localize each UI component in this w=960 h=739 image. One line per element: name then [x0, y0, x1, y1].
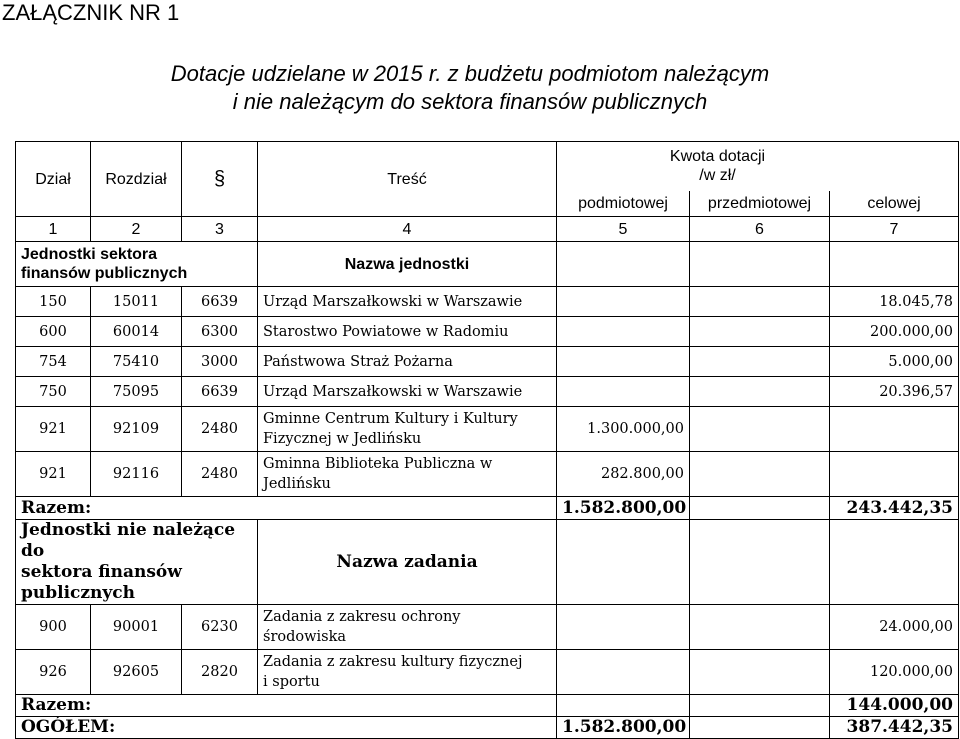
col-head-celowej: celowej: [830, 191, 959, 217]
col-number-3: 3: [182, 217, 258, 242]
section1-label-line2: finansów publicznych: [21, 265, 188, 282]
cell-name-line1: Zadania z zakresu kultury fizycznej: [263, 654, 523, 670]
cell-name-line2: i sportu: [263, 674, 320, 690]
cell-przedmiotowej: [690, 317, 830, 347]
cell-podmiotowej: 1.300.000,00: [557, 407, 690, 452]
cell-rozdzial: 92605: [91, 650, 182, 695]
table-row: [16, 407, 959, 452]
cell-name: [258, 650, 557, 695]
section2-label-line1: Jednostki nie należące do: [21, 520, 236, 561]
col-head-kwota-line2: /w zł/: [699, 167, 736, 185]
cell-dzial: 600: [16, 317, 91, 347]
column-numbers-row: [16, 217, 959, 242]
cell-dzial: 921: [16, 452, 91, 497]
cell-celowej: 24.000,00: [830, 605, 959, 650]
cell-paragraph: 2820: [182, 650, 258, 695]
cell-podmiotowej: [557, 347, 690, 377]
section2-name-header: Nazwa zadania: [258, 520, 557, 605]
cell-name-line1: Urząd Marszałkowski w Warszawie: [263, 293, 523, 310]
col-head-kwota: [557, 142, 959, 191]
cell-podmiotowej: [557, 317, 690, 347]
col-head-podmiotowej: podmiotowej: [557, 191, 690, 217]
cell-przedmiotowej: [690, 287, 830, 317]
cell-name: [258, 407, 557, 452]
cell-name: [258, 377, 557, 407]
cell-rozdzial: 92116: [91, 452, 182, 497]
document-title-line2: [0, 88, 960, 116]
cell-name-line1: Urząd Marszałkowski w Warszawie: [263, 383, 523, 400]
annex-label: ZAŁĄCZNIK NR 1: [2, 0, 180, 25]
col-number-4: 4: [258, 217, 557, 242]
section2-label: [16, 520, 258, 605]
header-row-top: [16, 142, 959, 191]
cell-rozdzial: 92109: [91, 407, 182, 452]
cell-name: [258, 347, 557, 377]
col-head-tresc: Treść: [258, 142, 557, 217]
grand-total-row: [16, 717, 959, 739]
cell-celowej: 18.045,78: [830, 287, 959, 317]
cell-name-line2: środowiska: [263, 629, 347, 645]
table-row: [16, 317, 959, 347]
cell-name: [258, 605, 557, 650]
section2-label-line3: publicznych: [21, 583, 136, 603]
cell-rozdzial: 60014: [91, 317, 182, 347]
table-row: [16, 287, 959, 317]
title-line1-text: Dotacje udzielane w 2015 r. z budżetu podmiotom należącym: [170, 61, 770, 86]
title-line2-text: i nie należącym do sektora finansów publicznych: [232, 89, 708, 114]
cell-name-line1: Gminna Biblioteka Publiczna w: [263, 456, 493, 472]
cell-dzial: 150: [16, 287, 91, 317]
cell-celowej: 5.000,00: [830, 347, 959, 377]
section1-name-header: Nazwa jednostki: [258, 242, 557, 287]
col-number-1: 1: [16, 217, 91, 242]
table-row: [16, 452, 959, 497]
cell-dzial: 921: [16, 407, 91, 452]
table-row: [16, 605, 959, 650]
cell-name-line2: Fizycznej w Jedlińsku: [263, 431, 422, 447]
cell-rozdzial: 75410: [91, 347, 182, 377]
cell-celowej: 200.000,00: [830, 317, 959, 347]
section1-label-line1: Jednostki sektora: [21, 246, 158, 263]
cell-paragraph: 2480: [182, 407, 258, 452]
cell-paragraph: 2480: [182, 452, 258, 497]
cell-name-line1: Zadania z zakresu ochrony: [263, 609, 461, 625]
section1-label: [16, 242, 258, 287]
section1-total-podmiotowej: 1.582.800,00: [557, 497, 690, 520]
section1-total-row: [16, 497, 959, 520]
section2-total-celowej: 144.000,00: [830, 695, 959, 717]
cell-name-line2: Jedlińsku: [263, 476, 331, 492]
cell-dzial: 750: [16, 377, 91, 407]
col-head-dzial: Dział: [16, 142, 91, 217]
cell-przedmiotowej: [690, 407, 830, 452]
cell-paragraph: 6639: [182, 287, 258, 317]
document-title-line1: [0, 60, 960, 88]
cell-paragraph: 6639: [182, 377, 258, 407]
cell-rozdzial: 15011: [91, 287, 182, 317]
table-row: [16, 347, 959, 377]
col-head-paragraph-icon: §: [182, 142, 258, 217]
cell-name: [258, 317, 557, 347]
section1-header-row: [16, 242, 959, 287]
cell-dzial: 754: [16, 347, 91, 377]
col-number-2: 2: [91, 217, 182, 242]
cell-name-line1: Gminne Centrum Kultury i Kultury: [263, 411, 518, 427]
section2-total-label: Razem:: [16, 695, 557, 717]
cell-name-line1: Starostwo Powiatowe w Radomiu: [263, 323, 509, 340]
col-number-6: 6: [690, 217, 830, 242]
cell-celowej: 20.396,57: [830, 377, 959, 407]
col-number-7: 7: [830, 217, 959, 242]
cell-dzial: 926: [16, 650, 91, 695]
cell-paragraph: 6230: [182, 605, 258, 650]
cell-paragraph: 3000: [182, 347, 258, 377]
section2-total-row: [16, 695, 959, 717]
table-row: [16, 650, 959, 695]
cell-rozdzial: 75095: [91, 377, 182, 407]
col-head-rozdzial: Rozdział: [91, 142, 182, 217]
cell-przedmiotowej: [690, 605, 830, 650]
cell-celowej: 120.000,00: [830, 650, 959, 695]
section1-total-celowej: 243.442,35: [830, 497, 959, 520]
cell-przedmiotowej: [690, 650, 830, 695]
section2-label-line2: sektora finansów: [21, 562, 182, 582]
cell-podmiotowej: [557, 650, 690, 695]
cell-celowej: [830, 407, 959, 452]
cell-przedmiotowej: [690, 347, 830, 377]
cell-rozdzial: 90001: [91, 605, 182, 650]
cell-name-line1: Państwowa Straż Pożarna: [263, 353, 453, 370]
cell-celowej: [830, 452, 959, 497]
cell-przedmiotowej: [690, 452, 830, 497]
cell-dzial: 900: [16, 605, 91, 650]
cell-podmiotowej: [557, 287, 690, 317]
cell-podmiotowej: [557, 605, 690, 650]
col-head-kwota-line1: Kwota dotacji: [669, 148, 766, 166]
cell-name: [258, 452, 557, 497]
section1-total-label: Razem:: [16, 497, 557, 520]
col-number-5: 5: [557, 217, 690, 242]
grand-total-podmiotowej: 1.582.800,00: [557, 717, 690, 739]
grand-total-label: OGÓŁEM:: [16, 717, 557, 739]
col-head-przedmiotowej: przedmiotowej: [690, 191, 830, 217]
cell-podmiotowej: [557, 377, 690, 407]
table-row: [16, 377, 959, 407]
cell-przedmiotowej: [690, 377, 830, 407]
cell-name: [258, 287, 557, 317]
subsidies-grid: [15, 141, 959, 739]
section2-header-row: [16, 520, 959, 605]
cell-paragraph: 6300: [182, 317, 258, 347]
cell-podmiotowej: 282.800,00: [557, 452, 690, 497]
grand-total-celowej: 387.442,35: [830, 717, 959, 739]
